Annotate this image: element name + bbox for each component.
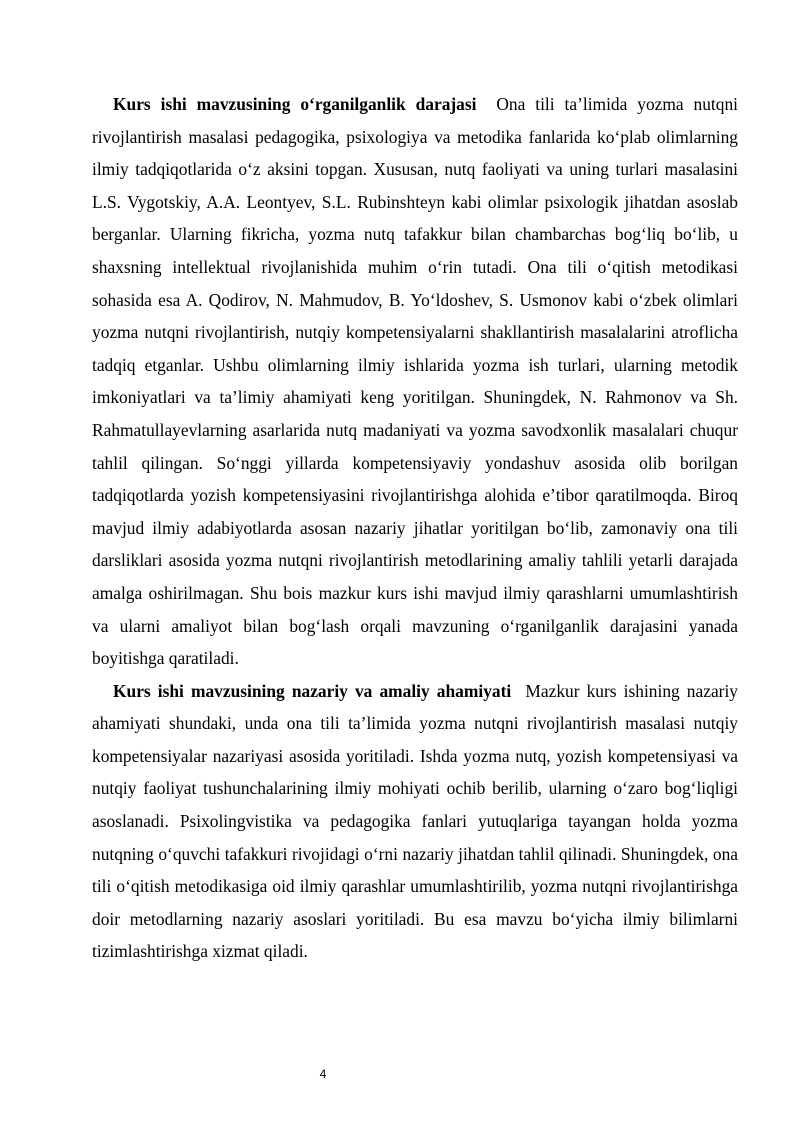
paragraph-heading: Kurs ishi mavzusining nazariy va amaliy ahamiyati: [113, 680, 512, 701]
page-number: 4: [319, 1067, 327, 1081]
document-page: [92, 88, 738, 968]
paragraph-text: Ona tili taʼlimida yozma nutqni rivojlantirish masalasi pedagogika, psixologiya va metodika fanlarida koʻplab olimlarning ilmiy tadqiqotlarida oʻz aksini topgan. Xususan, nutq faoliyati va uning turlari masalasini L.S. Vygotskiy, A.A. Leontyev, S.L. Rubinshteyn kabi olimlar psixologik jihatdan asoslab berganlar. Ularning fikricha, yozma nutq tafakkur bilan chambarchas bogʻliq boʻlib, u shaxsning intellektual rivojlanishida muhim oʻrin tutadi. Ona tili oʻqitish metodikasi sohasida esa A. Qodirov, N. Mahmudov, B. Yoʻldoshev, S. Usmonov kabi oʻzbek olimlari yozma nutqni rivojlantirish, nutqiy kompetensiyalarni shakllantirish masalalarini atroflicha tadqiq etganlar. Ushbu olimlarning ilmiy ishlarida yozma ish turlari, ularning metodik imkoniyatlari va taʼlimiy ahamiyati keng yoritilgan. Shuningdek, N. Rahmonov va Sh. Rahmatullayevlarning asarlarida nutq madaniyati va yozma savodxonlik masalalari chuqur tahlil qilingan. Soʻnggi yillarda kompetensiyaviy yondashuv asosida olib borilgan tadqiqotlarda yozish kompetensiyasini rivojlantirishga alohida eʼtibor qaratilmoqda. Biroq mavjud ilmiy adabiyotlarda asosan nazariy jihatlar yoritilgan boʻlib, zamonaviy ona tili darsliklari asosida yozma nutqni rivojlantirish metodlarining amaliy tahlili yetarli darajada amalga oshirilmagan. Shu bois mazkur kurs ishi mavjud ilmiy qarashlarni umumlashtirish va ularni amaliyot bilan bogʻlash orqali mavzuning oʻrganilganlik darajasini yanada boyitishga qaratiladi.: [92, 94, 738, 669]
paragraph-significance: [92, 675, 738, 968]
paragraph-heading: Kurs ishi mavzusining oʻrganilganlik darajasi: [113, 94, 477, 114]
paragraph-text: Mazkur kurs ishining nazariy ahamiyati shundaki, unda ona tili taʼlimida yozma nutqni rivojlantirish masalasi nutqiy kompetensiyalar nazariyasi asosida yoritiladi. Ishda yozma nutq, yozish kompetensiyasi va nutqiy faoliyat tushunchalarining ilmiy mohiyati ochib berilib, ularning oʻzaro bogʻliqligi asoslanadi. Psixolingvistika va pedagogika fanlari yutuqlariga tayangan holda yozma nutqning oʻquvchi tafakkuri rivojidagi oʻrni nazariy jihatdan tahlil qilinadi. Shuningdek, ona tili oʻqitish metodikasiga oid ilmiy qarashlar umumlashtirilib, yozma nutqni rivojlantirishga doir metodlarning nazariy asoslari yoritiladi. Bu esa mavzu boʻyicha ilmiy bilimlarni tizimlashtirishga xizmat qiladi.: [92, 680, 738, 962]
paragraph-literature-review: [92, 88, 738, 675]
